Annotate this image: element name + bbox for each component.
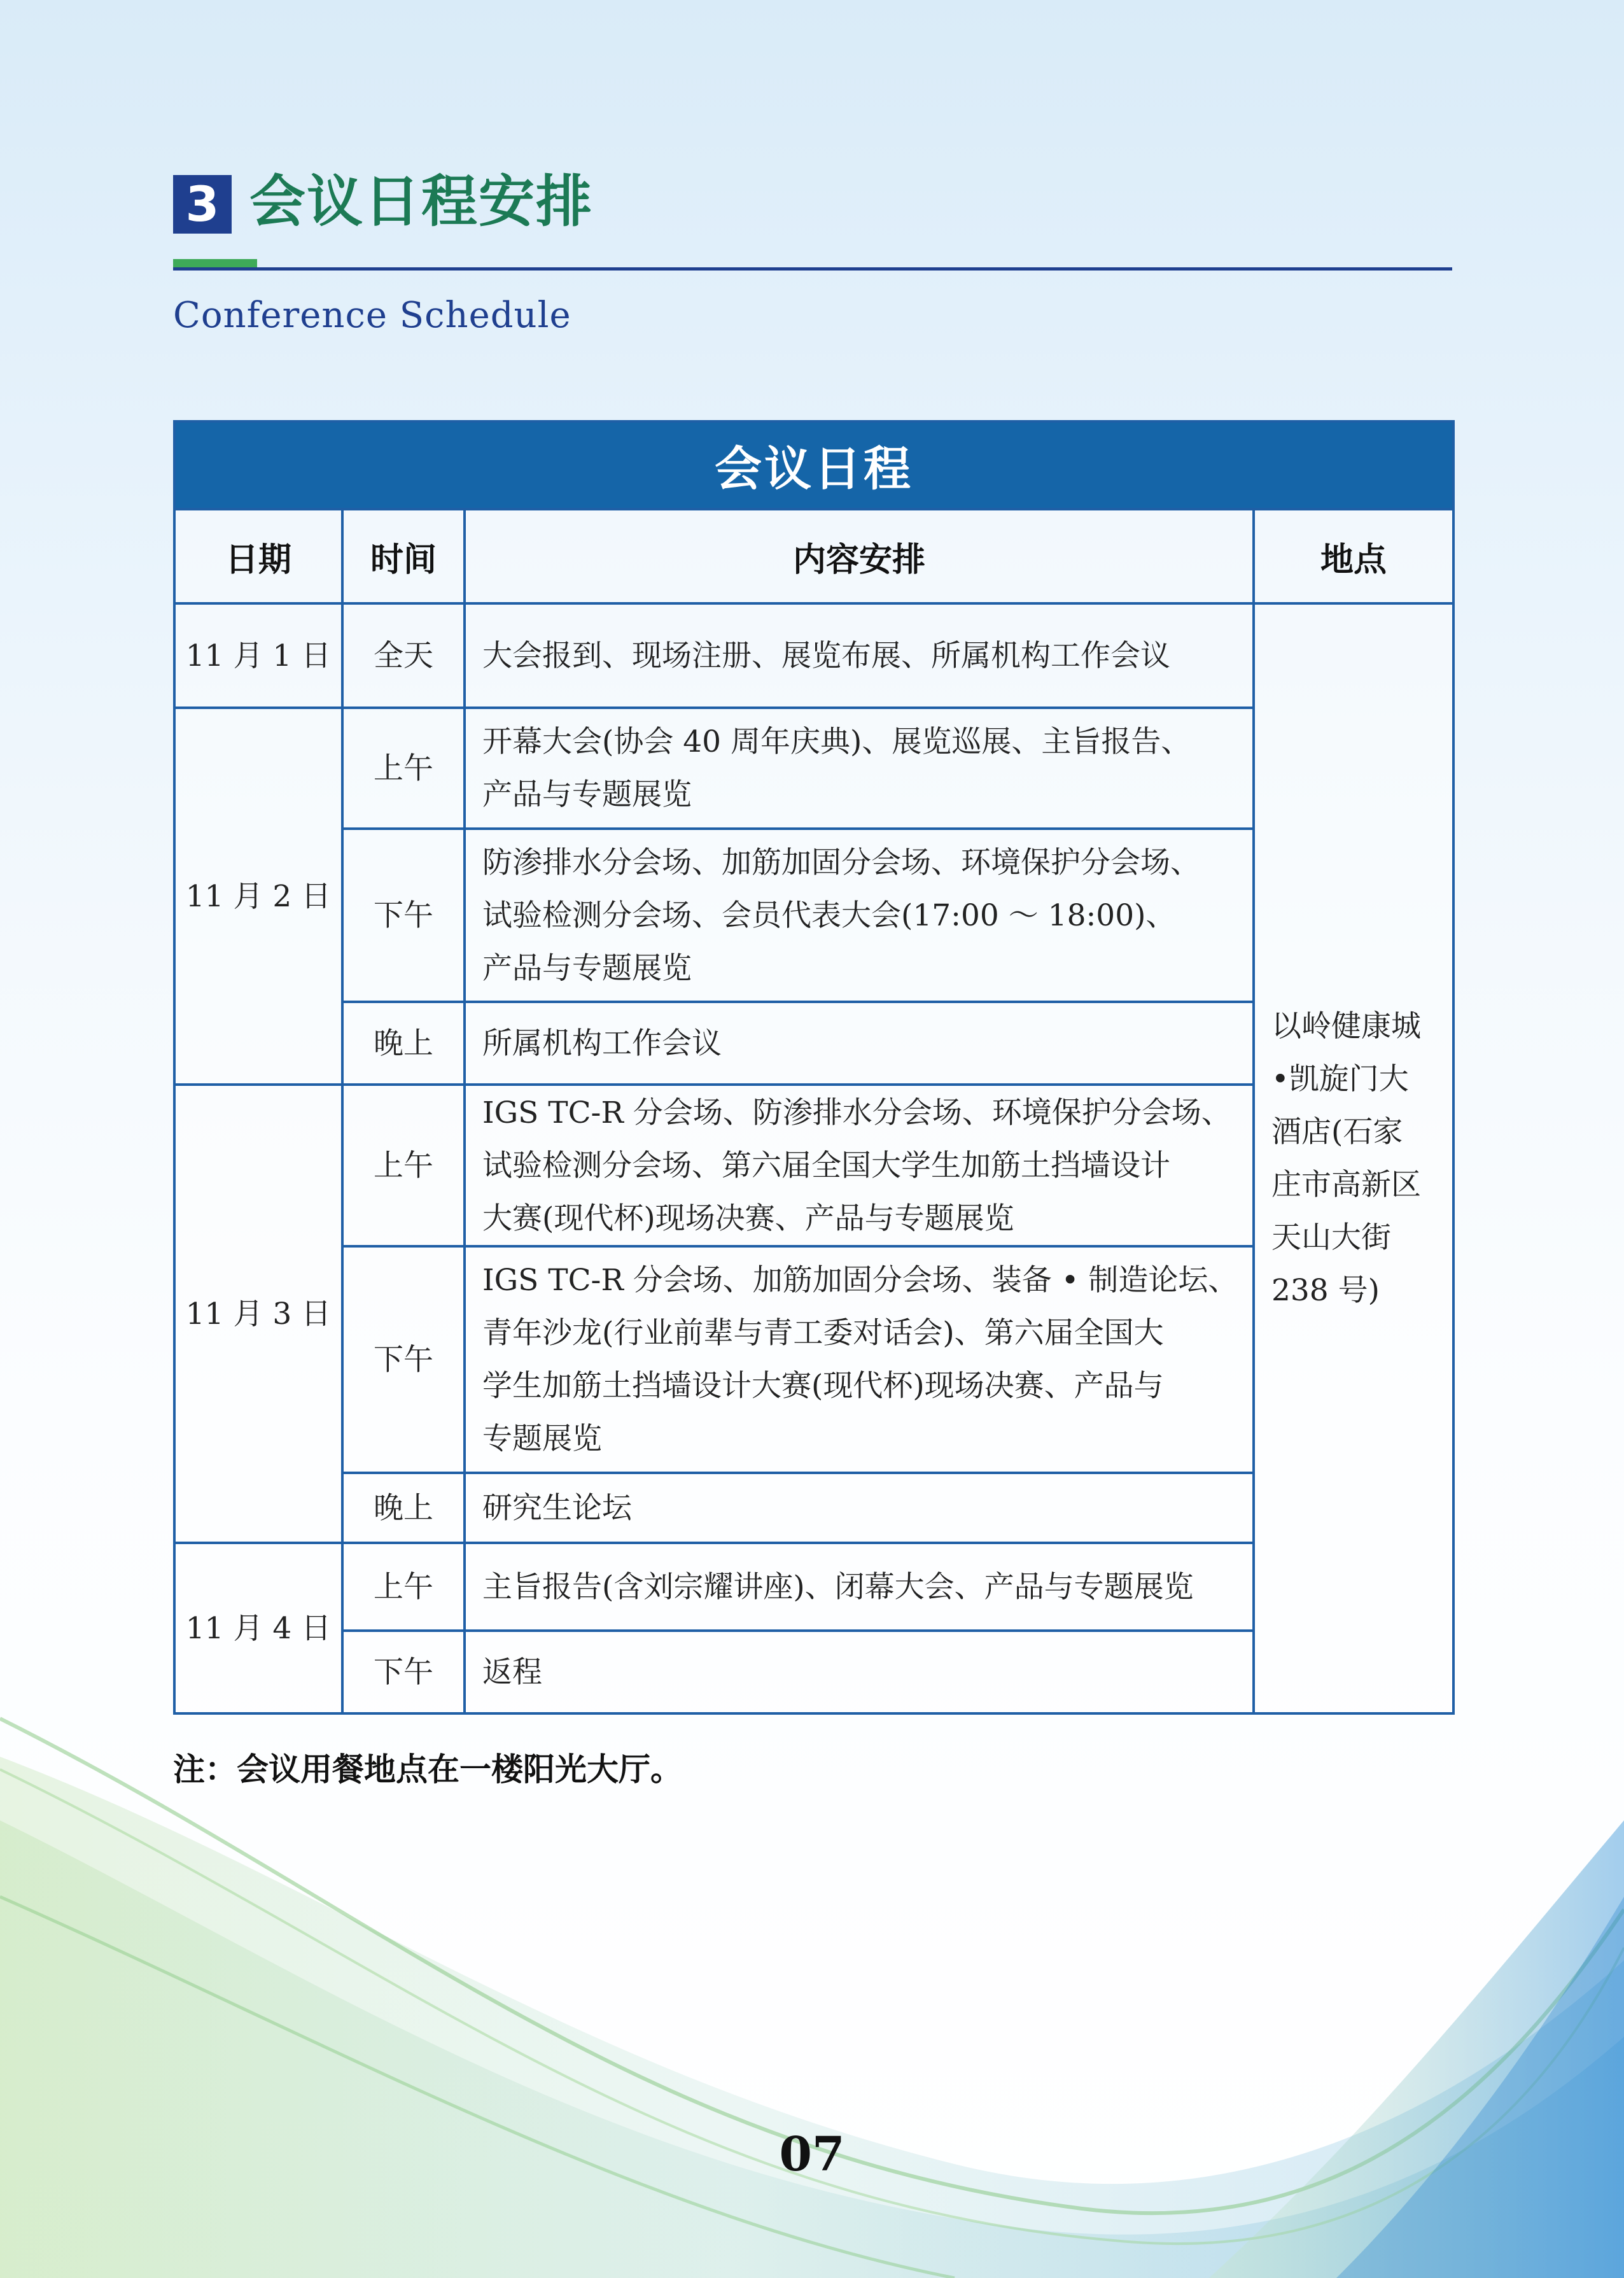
content-line: IGS TC-R 分会场、防渗排水分会场、环境保护分会场、 <box>482 1095 1231 1130</box>
section-subtitle: Conference Schedule <box>173 295 571 336</box>
content-line: 返程 <box>482 1654 542 1690</box>
content-line: 开幕大会(协会 40 周年庆典)、展览巡展、主旨报告、 <box>482 724 1191 759</box>
time-cell: 上午 <box>342 1543 465 1631</box>
content-line: 青年沙龙(行业前辈与青工委对话会)、第六届全国大 <box>482 1316 1164 1351</box>
content-cell <box>465 829 1254 1002</box>
content-line: 产品与专题展览 <box>482 777 692 812</box>
content-cell <box>465 603 1254 708</box>
content-line: 所属机构工作会议 <box>482 1025 722 1061</box>
schedule-table <box>173 420 1455 1715</box>
content-line: IGS TC-R 分会场、加筋加固分会场、装备 • 制造论坛、 <box>482 1263 1238 1298</box>
location-line: 酒店(石家 <box>1271 1114 1403 1150</box>
footnote: 注：会议用餐地点在一楼阳光大厅。 <box>173 1751 682 1788</box>
time-cell: 下午 <box>342 829 465 1002</box>
content-cell <box>465 1473 1254 1543</box>
table-title: 会议日程 <box>174 421 1453 509</box>
content-cell <box>465 1246 1254 1473</box>
content-cell <box>465 708 1254 829</box>
content-line: 研究生论坛 <box>482 1490 632 1526</box>
content-line: 试验检测分会场、会员代表大会(17:00 ～ 18:00)、 <box>482 897 1176 933</box>
title-underline <box>257 267 1452 271</box>
content-line: 学生加筋土挡墙设计大赛(现代杯)现场决赛、产品与 <box>482 1368 1164 1403</box>
content-line: 产品与专题展览 <box>482 950 692 986</box>
time-cell: 晚上 <box>342 1002 465 1085</box>
content-cell <box>465 1085 1254 1246</box>
time-cell: 上午 <box>342 708 465 829</box>
content-line: 专题展览 <box>482 1421 602 1456</box>
column-header-content: 内容安排 <box>465 509 1254 603</box>
section-title: 会议日程安排 <box>249 169 594 234</box>
location-cell <box>1254 603 1453 1713</box>
date-cell: 11 月 3 日 <box>174 1085 342 1543</box>
time-cell: 上午 <box>342 1085 465 1246</box>
date-cell: 11 月 4 日 <box>174 1543 342 1713</box>
content-line: 主旨报告(含刘宗耀讲座)、闭幕大会、产品与专题展览 <box>482 1569 1194 1605</box>
content-line: 大会报到、现场注册、展览布展、所属机构工作会议 <box>482 638 1170 673</box>
location-line: 以岭健康城 <box>1271 1009 1421 1044</box>
content-cell <box>465 1002 1254 1085</box>
content-cell <box>465 1631 1254 1713</box>
date-cell: 11 月 1 日 <box>174 603 342 708</box>
table-row <box>174 603 1453 708</box>
table-title-row <box>174 421 1453 509</box>
title-underline-accent <box>173 259 257 268</box>
table-header-row <box>174 509 1453 603</box>
location-line: 238 号) <box>1271 1273 1380 1308</box>
column-header-date: 日期 <box>174 509 342 603</box>
time-cell: 下午 <box>342 1631 465 1713</box>
column-header-location: 地点 <box>1254 509 1453 603</box>
content-cell <box>465 1543 1254 1631</box>
column-header-time: 时间 <box>342 509 465 603</box>
date-cell: 11 月 2 日 <box>174 708 342 1085</box>
time-cell: 全天 <box>342 603 465 708</box>
location-line: •凯旋门大 <box>1271 1062 1409 1097</box>
section-number-badge: 3 <box>173 175 232 234</box>
page-number: 07 <box>779 2127 845 2182</box>
time-cell: 下午 <box>342 1246 465 1473</box>
content-line: 防渗排水分会场、加筋加固分会场、环境保护分会场、 <box>482 845 1200 880</box>
content-line: 试验检测分会场、第六届全国大学生加筋土挡墙设计 <box>482 1148 1170 1183</box>
title-underline-left <box>173 267 257 271</box>
location-line: 天山大街 <box>1271 1220 1391 1255</box>
location-line: 庄市高新区 <box>1271 1167 1421 1202</box>
content-line: 大赛(现代杯)现场决赛、产品与专题展览 <box>482 1200 1014 1236</box>
time-cell: 晚上 <box>342 1473 465 1543</box>
